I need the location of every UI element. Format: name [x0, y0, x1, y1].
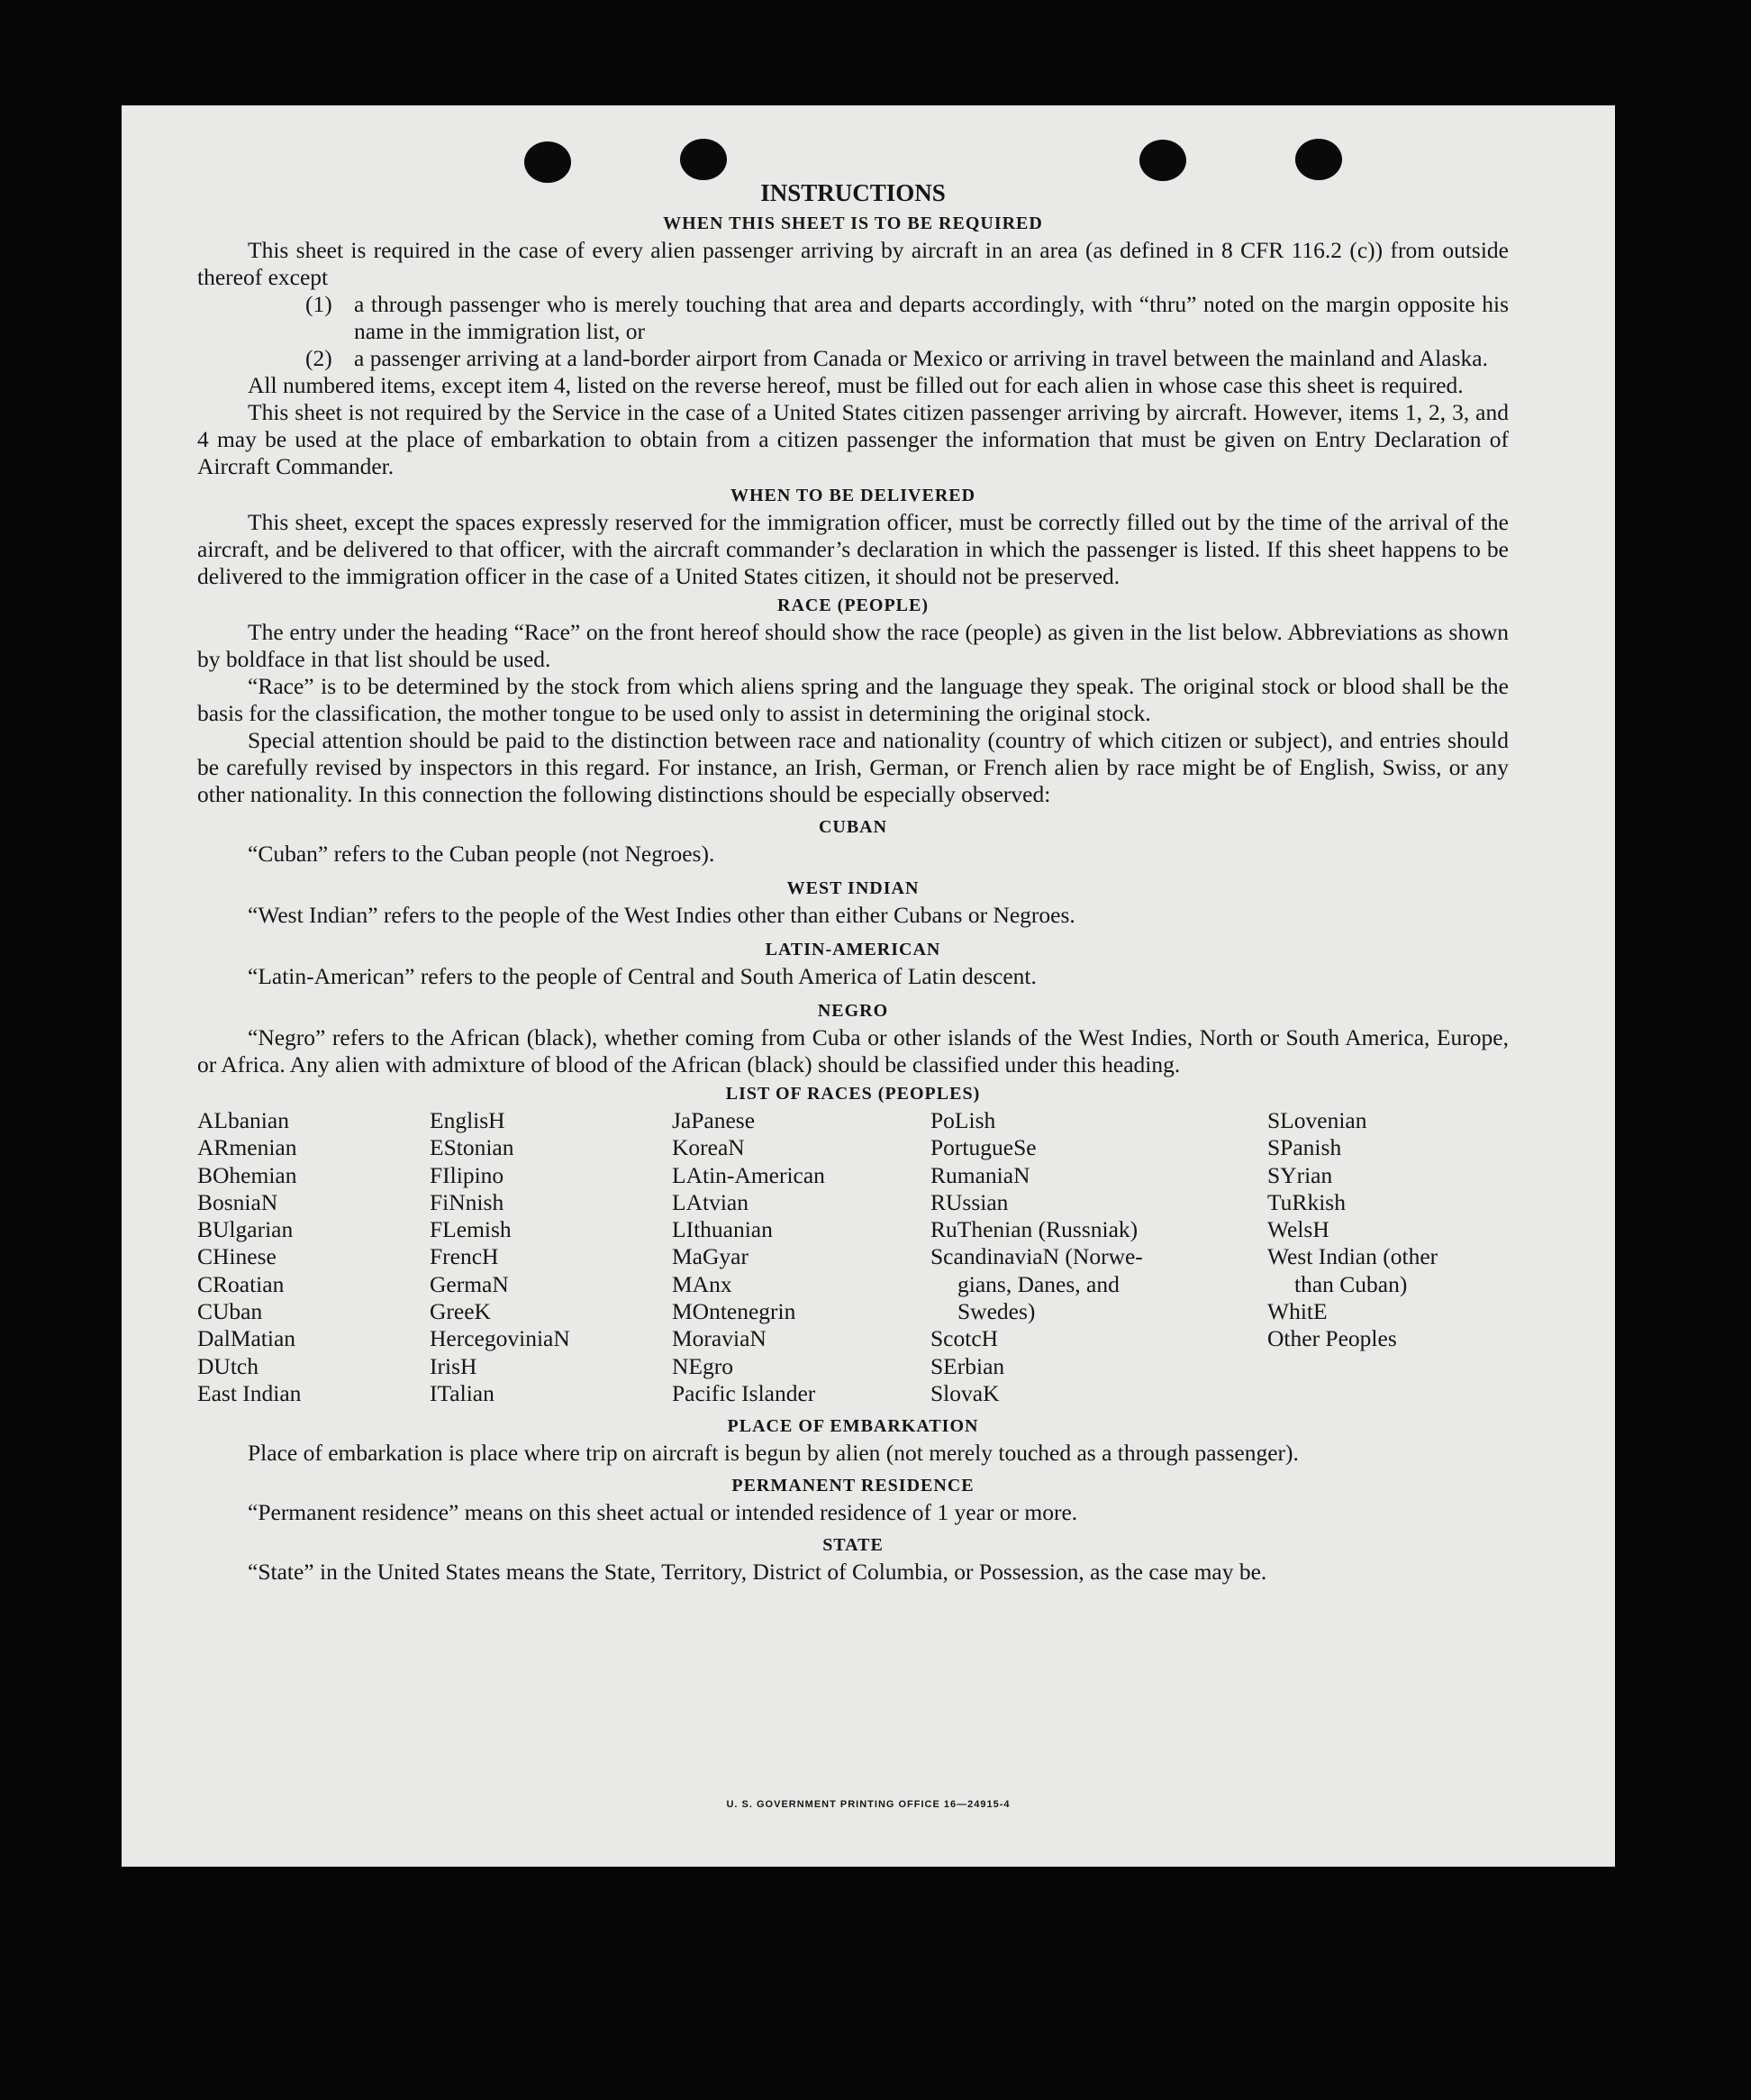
section-heading: LIST OF RACES (PEOPLES): [725, 1084, 981, 1104]
race-entry: gians, Danes, and: [957, 1270, 1120, 1297]
race-entry: WhitE: [1267, 1298, 1328, 1325]
section-heading: WEST INDIAN: [786, 878, 920, 898]
race-entry: EStonian: [430, 1134, 514, 1161]
paragraph: This sheet, except the spaces expressly reserved for the immigration officer, must be correctly filled out by the time of the arrival of the aircraft, and be delivered to that officer, with the aircraft commander’s declaration in which the passenger is listed. If this sheet happens to be delivered to the immigration officer in the case of a United States citizen, it should not be preserved.: [197, 509, 1509, 589]
race-entry: EnglisH: [430, 1107, 505, 1133]
race-entry: FrencH: [430, 1243, 499, 1270]
race-column: [430, 1107, 672, 1407]
race-entry: SLovenian: [1267, 1107, 1367, 1133]
item-number: (2): [305, 345, 332, 371]
race-column: [672, 1107, 930, 1407]
paragraph: “West Indian” refers to the people of the West Indies other than either Cubans or Negroes.: [248, 902, 1075, 928]
race-entry: MaGyar: [672, 1243, 748, 1270]
race-entry: RUssian: [930, 1188, 1009, 1215]
section-heading: WHEN TO BE DELIVERED: [730, 486, 976, 505]
paragraph: Special attention should be paid to the distinction between race and nationality (country of which citizen or subject), and entries should be carefully revised by inspectors in this regard. For instance, an Irish, German, or French alien by race might be of English, Swiss, or any other nationality. In this connection the following distinctions should be especially observed:: [197, 727, 1509, 807]
race-entry: ScotcH: [930, 1325, 999, 1352]
race-entry: GermaN: [430, 1270, 509, 1297]
race-entry: MOntenegrin: [672, 1298, 796, 1325]
race-entry: FLemish: [430, 1216, 512, 1243]
page-title: INSTRUCTIONS: [760, 179, 946, 206]
paragraph: “Negro” refers to the African (black), whether coming from Cuba or other islands of the West Indies, North or South America, Europe, or Africa. Any alien with admixture of blood of the African (black) should be classified under this heading.: [197, 1024, 1509, 1077]
race-entry: RuThenian (Russniak): [930, 1216, 1139, 1243]
race-entry: CHinese: [197, 1243, 277, 1270]
race-column: [197, 1107, 430, 1407]
race-entry: LAtin-American: [672, 1161, 825, 1188]
race-entry: RumaniaN: [930, 1161, 1030, 1188]
race-entry: DalMatian: [197, 1325, 296, 1352]
paragraph: This sheet is not required by the Service in the case of a United States citizen passenger arriving by aircraft. However, items 1, 2, 3, and 4 may be used at the place of embarkation to obtain from a citizen passenger the information that must be given on Entry Declaration of Aircraft Commander.: [197, 399, 1509, 479]
race-entry: LAtvian: [672, 1188, 748, 1215]
race-entry: DUtch: [197, 1352, 259, 1379]
race-entry: CRoatian: [197, 1270, 285, 1297]
paragraph: This sheet is required in the case of every alien passenger arriving by aircraft in an area (as defined in 8 CFR 116.2 (c)) from outside thereof except: [197, 237, 1509, 290]
race-entry: West Indian (other: [1267, 1243, 1438, 1270]
race-entry: ScandinaviaN (Norwe-: [930, 1243, 1143, 1270]
race-column: [1267, 1107, 1509, 1407]
section-heading: STATE: [822, 1535, 884, 1556]
race-entry: ALbanian: [197, 1107, 289, 1133]
section-heading: PERMANENT RESIDENCE: [731, 1476, 975, 1496]
paragraph: “State” in the United States means the State, Territory, District of Columbia, or Possession, as the case may be.: [248, 1559, 1267, 1586]
paragraph: “Cuban” refers to the Cuban people (not Negroes).: [248, 841, 715, 867]
paragraph: “Race” is to be determined by the stock from which aliens spring and the language they speak. The original stock or blood shall be the basis for the classification, the mother tongue to be used only to assist in determining the original stock.: [197, 673, 1509, 726]
punch-hole: [680, 139, 727, 180]
race-entry: WelsH: [1267, 1216, 1329, 1243]
race-entry: IrisH: [430, 1352, 477, 1379]
paragraph: The entry under the heading “Race” on the front hereof should show the race (people) as given in the list below. Abbreviations as shown by boldface in that list should be used.: [197, 619, 1509, 672]
race-entry: FiNnish: [430, 1188, 504, 1215]
race-entry: HercegoviniaN: [430, 1325, 570, 1352]
race-entry: LIthuanian: [672, 1216, 773, 1243]
race-entry: Pacific Islander: [672, 1379, 816, 1406]
race-entry: BUlgarian: [197, 1216, 294, 1243]
punch-hole: [1139, 140, 1186, 181]
section-heading: LATIN-AMERICAN: [765, 940, 941, 959]
race-entry: East Indian: [197, 1379, 302, 1406]
race-entry: PortugueSe: [930, 1134, 1037, 1161]
race-entry: GreeK: [430, 1298, 491, 1325]
section-heading: CUBAN: [818, 817, 888, 837]
item-text: a passenger arriving at a land-border airport from Canada or Mexico or arriving in travel between the mainland and Alaska.: [354, 345, 1488, 371]
item-text: a through passenger who is merely touching that area and departs accordingly, with “thru” noted on the margin opposite his name in the immigration list, or: [354, 291, 1509, 344]
race-entry: FIlipino: [430, 1161, 504, 1188]
punch-hole: [1295, 139, 1342, 180]
race-entry: than Cuban): [1294, 1270, 1408, 1297]
section-heading: PLACE OF EMBARKATION: [727, 1416, 979, 1437]
race-entry: ARmenian: [197, 1134, 297, 1161]
numbered-item: [197, 345, 1509, 372]
race-entry: CUban: [197, 1298, 263, 1325]
section-heading: RACE (PEOPLE): [777, 595, 929, 615]
item-number: (1): [305, 291, 332, 317]
race-entry: Other Peoples: [1267, 1325, 1397, 1352]
race-entry: SlovaK: [930, 1379, 1000, 1406]
race-entry: ITalian: [430, 1379, 494, 1406]
instructions-text: [197, 177, 1509, 1586]
numbered-item: [197, 291, 1509, 345]
race-entry: BOhemian: [197, 1161, 297, 1188]
race-entry: Swedes): [957, 1298, 1036, 1325]
race-entry: PoLish: [930, 1107, 996, 1133]
race-entry: MAnx: [672, 1270, 732, 1297]
race-entry: JaPanese: [672, 1107, 756, 1133]
race-entry: BosniaN: [197, 1188, 278, 1215]
race-column: [930, 1107, 1267, 1407]
section-heading: NEGRO: [817, 1001, 889, 1021]
printer-imprint: U. S. GOVERNMENT PRINTING OFFICE 16—24915-4: [726, 1799, 1011, 1810]
instruction-sheet: [122, 105, 1615, 1867]
paragraph: Place of embarkation is place where trip on aircraft is begun by alien (not merely touched as a through passenger).: [248, 1440, 1299, 1467]
race-entry: SErbian: [930, 1352, 1005, 1379]
race-entry: NEgro: [672, 1352, 733, 1379]
race-entry: KoreaN: [672, 1134, 745, 1161]
race-entry: SYrian: [1267, 1161, 1333, 1188]
paragraph: “Latin-American” refers to the people of Central and South America of Latin descent.: [248, 963, 1037, 989]
race-list: [197, 1107, 1509, 1407]
race-entry: MoraviaN: [672, 1325, 767, 1352]
paragraph: “Permanent residence” means on this sheet actual or intended residence of 1 year or more.: [248, 1499, 1078, 1526]
paragraph: All numbered items, except item 4, listed on the reverse hereof, must be filled out for each alien in whose case this sheet is required.: [248, 372, 1464, 398]
section-heading: WHEN THIS SHEET IS TO BE REQUIRED: [663, 214, 1043, 233]
race-entry: TuRkish: [1267, 1188, 1346, 1215]
race-entry: SPanish: [1267, 1134, 1342, 1161]
